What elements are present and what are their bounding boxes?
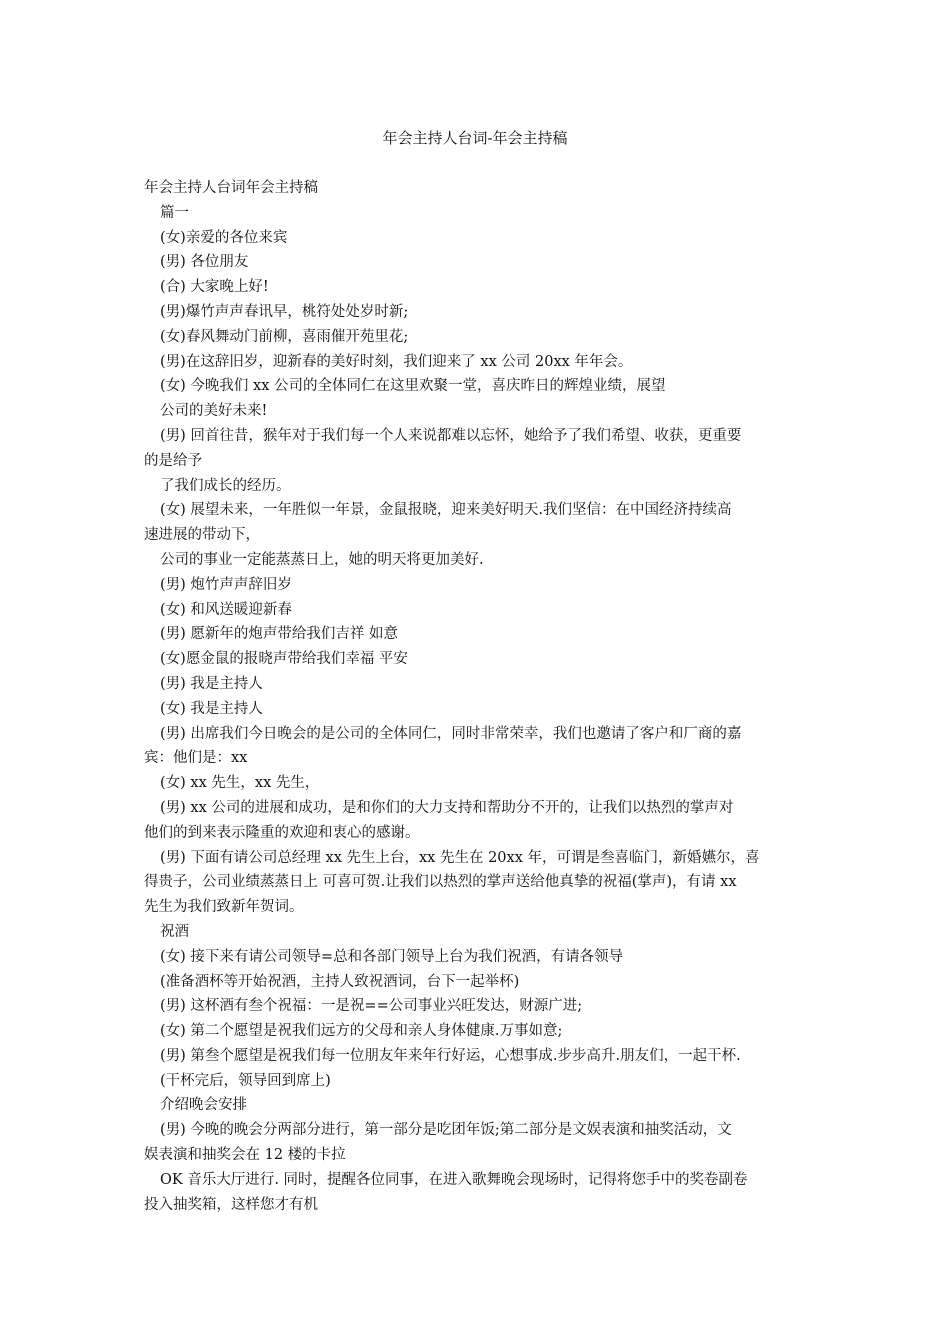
text-line: 篇一 [160, 204, 189, 221]
text-line: 公司的事业一定能蒸蒸日上，她的明天将更加美好. [160, 551, 484, 568]
text-line: (女)春风舞动门前柳，喜雨催开苑里花; [160, 328, 409, 345]
text-line: 得贵子，公司业绩蒸蒸日上 可喜可贺.让我们以热烈的掌声送给他真挚的祝福(掌声)，有请 xx [144, 874, 737, 891]
text-line: (女) 今晚我们 xx 公司的全体同仁在这里欢聚一堂，喜庆昨日的辉煌业绩，展望 [160, 378, 666, 395]
text-line: (男) 今晚的晚会分两部分进行，第一部分是吃团年饭;第二部分是文娱表演和抽奖活动，文 [160, 1122, 732, 1139]
text-line: OK 音乐大厅进行. 同时，提醒各位同事，在进入歌舞晚会现场时，记得将您手中的奖卷副卷 [160, 1171, 748, 1188]
text-line: 年会主持人台词年会主持稿 [144, 180, 318, 196]
document-title: 年会主持人台词-年会主持稿 [382, 129, 568, 147]
text-line: (女)愿金鼠的报晓声带给我们幸福 平安 [160, 651, 408, 668]
text-line: 介绍晚会安排 [160, 1097, 247, 1114]
text-line: (女) 和风送暖迎新春 [160, 601, 292, 618]
text-line: (男) 第叁个愿望是祝我们每一位朋友年来年行好运，心想事成.步步高升.朋友们，一起干杯. [160, 1047, 741, 1064]
text-line: (男) 回首往昔，猴年对于我们每一个人来说都难以忘怀，她给予了我们希望、收获，更重要 [160, 427, 742, 444]
text-line: (男) 愿新年的炮声带给我们吉祥 如意 [160, 626, 399, 643]
text-line: (女) 第二个愿望是祝我们远方的父母和亲人身体健康.万事如意; [160, 1023, 563, 1040]
text-line: (合) 大家晚上好! [160, 279, 269, 296]
text-line: (女) 展望未来，一年胜似一年景，金鼠报晓，迎来美好明天.我们坚信：在中国经济持续高 [160, 502, 732, 519]
text-line: (女) 接下来有请公司领导=总和各部门领导上台为我们祝酒，有请各领导 [160, 948, 624, 965]
text-line: (男)在这辞旧岁，迎新春的美好时刻，我们迎来了 xx 公司 20xx 年年会。 [160, 353, 633, 370]
text-line: (女) 我是主持人 [160, 700, 263, 717]
text-line: 祝酒 [160, 923, 189, 940]
text-line: 娱表演和抽奖会在 12 楼的卡拉 [144, 1147, 346, 1164]
text-line: 宾：他们是：xx [144, 750, 248, 767]
text-line: (男) 炮竹声声辞旧岁 [160, 576, 292, 593]
text-line: 公司的美好未来! [160, 403, 268, 420]
text-line: (男) 各位朋友 [160, 254, 249, 271]
text-line: (女)亲爱的各位来宾 [160, 229, 288, 246]
text-line: (干杯完后，领导回到席上) [160, 1072, 331, 1089]
text-line: (男) 出席我们今日晚会的是公司的全体同仁，同时非常荣幸，我们也邀请了客户和厂商的嘉 [160, 725, 742, 742]
text-line: 速进展的带动下， [144, 527, 260, 544]
text-line: (男) xx 公司的进展和成功，是和你们的大力支持和帮助分不开的，让我们以热烈的掌声对 [160, 799, 734, 816]
text-line: 了我们成长的经历。 [160, 477, 291, 494]
text-line: (女) xx 先生，xx 先生， [160, 775, 320, 792]
text-line: 他们的到来表示隆重的欢迎和衷心的感谢。 [144, 824, 420, 841]
text-line: 投入抽奖箱，这样您才有机 [144, 1196, 318, 1213]
text-line: (男)爆竹声声春讯早，桃符处处岁时新; [160, 303, 409, 320]
document-body [144, 176, 816, 1217]
text-line: 先生为我们致新年贺词。 [144, 899, 304, 916]
text-line: (准备酒杯等开始祝酒，主持人致祝酒词，台下一起举杯) [160, 973, 520, 990]
text-line: 的是给予 [144, 452, 202, 469]
text-line: (男) 这杯酒有叁个祝福：一是祝==公司事业兴旺发达，财源广进; [160, 998, 583, 1015]
text-line: (男) 我是主持人 [160, 675, 263, 692]
text-line: (男) 下面有请公司总经理 xx 先生上台，xx 先生在 20xx 年，可谓是叁喜临门，新婚嬿尔，喜 [160, 849, 760, 866]
